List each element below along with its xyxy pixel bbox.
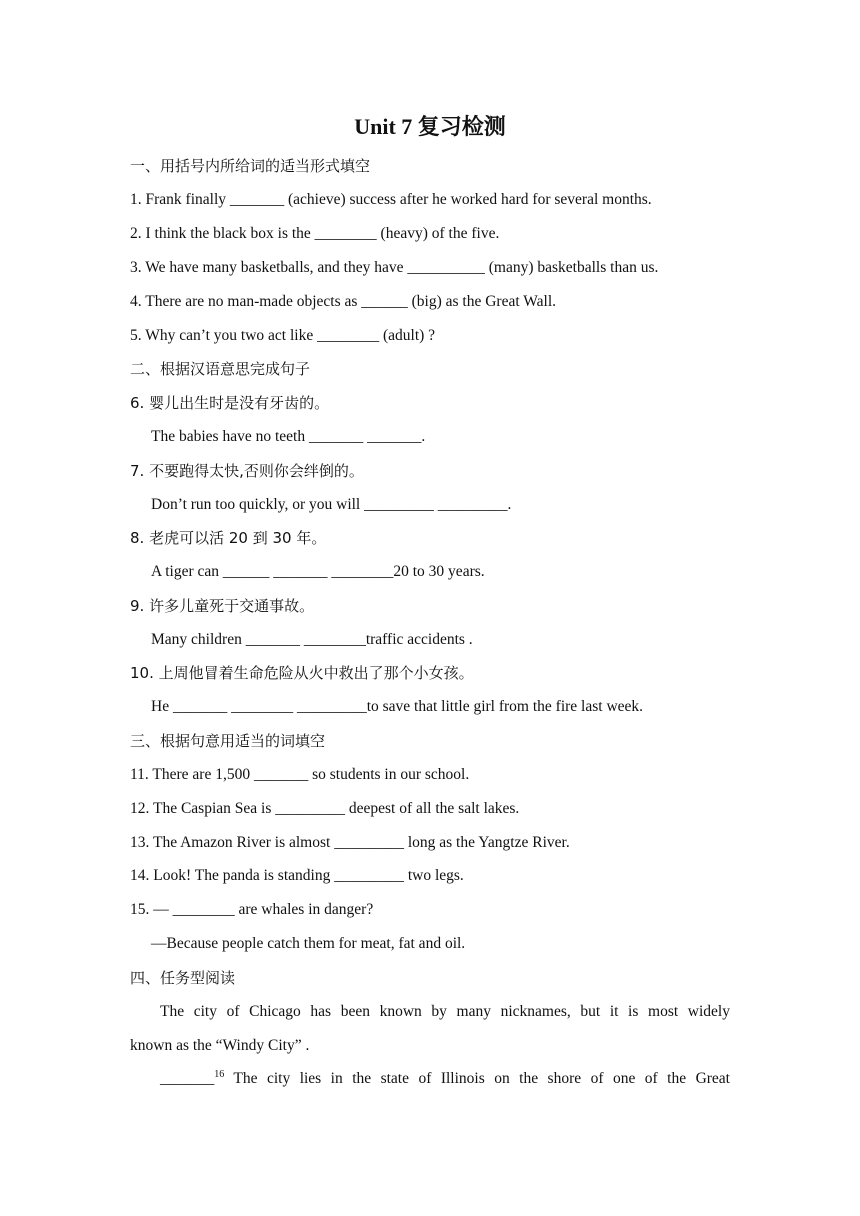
question-3: 3. We have many basketballs, and they have __________ (many) basketballs than us.	[130, 259, 659, 276]
question-15: 15. — ________ are whales in danger?	[130, 901, 374, 918]
question-4: 4. There are no man-made objects as ______ (big) as the Great Wall.	[130, 293, 557, 310]
section-heading-4: 四、任务型阅读	[130, 969, 236, 987]
question-9-english: Many children _______ ________traffic accidents .	[151, 631, 473, 648]
reading-paragraph-2-text: The city lies in the state of Illinois on the shore of one of the Great	[224, 1070, 730, 1087]
question-9-chinese: 9. 许多儿童死于交通事故。	[130, 597, 315, 615]
question-6-chinese: 6. 婴儿出生时是没有牙齿的。	[130, 394, 330, 412]
question-16-number: 16	[214, 1068, 225, 1080]
question-8-chinese: 8. 老虎可以活 20 到 30 年。	[130, 529, 327, 547]
question-7-english: Don’t run too quickly, or you will _________ _________.	[151, 496, 512, 513]
question-1: 1. Frank finally _______ (achieve) success after he worked hard for several months.	[130, 191, 652, 208]
question-14: 14. Look! The panda is standing _________ two legs.	[130, 867, 464, 884]
section-heading-1: 一、用括号内所给词的适当形式填空	[130, 157, 371, 175]
question-6-english: The babies have no teeth _______ _______.	[151, 428, 426, 445]
page-title: Unit 7 复习检测	[354, 114, 506, 139]
question-2: 2. I think the black box is the ________ (heavy) of the five.	[130, 225, 500, 242]
question-8-english: A tiger can ______ _______ ________20 to 30 years.	[151, 563, 485, 580]
reading-paragraph-2-line-1	[160, 1068, 730, 1090]
question-15-answer-line: —Because people catch them for meat, fat and oil.	[151, 935, 466, 952]
question-10-english: He _______ ________ _________to save that little girl from the fire last week.	[151, 698, 644, 715]
question-5: 5. Why can’t you two act like ________ (adult) ?	[130, 327, 436, 344]
section-heading-3: 三、根据句意用适当的词填空	[130, 732, 326, 750]
section-heading-2: 二、根据汉语意思完成句子	[130, 360, 311, 378]
question-13: 13. The Amazon River is almost _________ long as the Yangtze River.	[130, 834, 570, 851]
question-16-blank: _______	[160, 1070, 215, 1087]
question-10-chinese: 10. 上周他冒着生命危险从火中救出了那个小女孩。	[130, 664, 474, 682]
reading-paragraph-1-line-1: The city of Chicago has been known by many nicknames, but it is most widely	[160, 1003, 730, 1020]
question-7-chinese: 7. 不要跑得太快,否则你会绊倒的。	[130, 462, 364, 480]
question-11: 11. There are 1,500 _______ so students in our school.	[130, 766, 470, 783]
reading-paragraph-1-line-2: known as the “Windy City” .	[130, 1037, 310, 1054]
question-12: 12. The Caspian Sea is _________ deepest of all the salt lakes.	[130, 800, 520, 817]
